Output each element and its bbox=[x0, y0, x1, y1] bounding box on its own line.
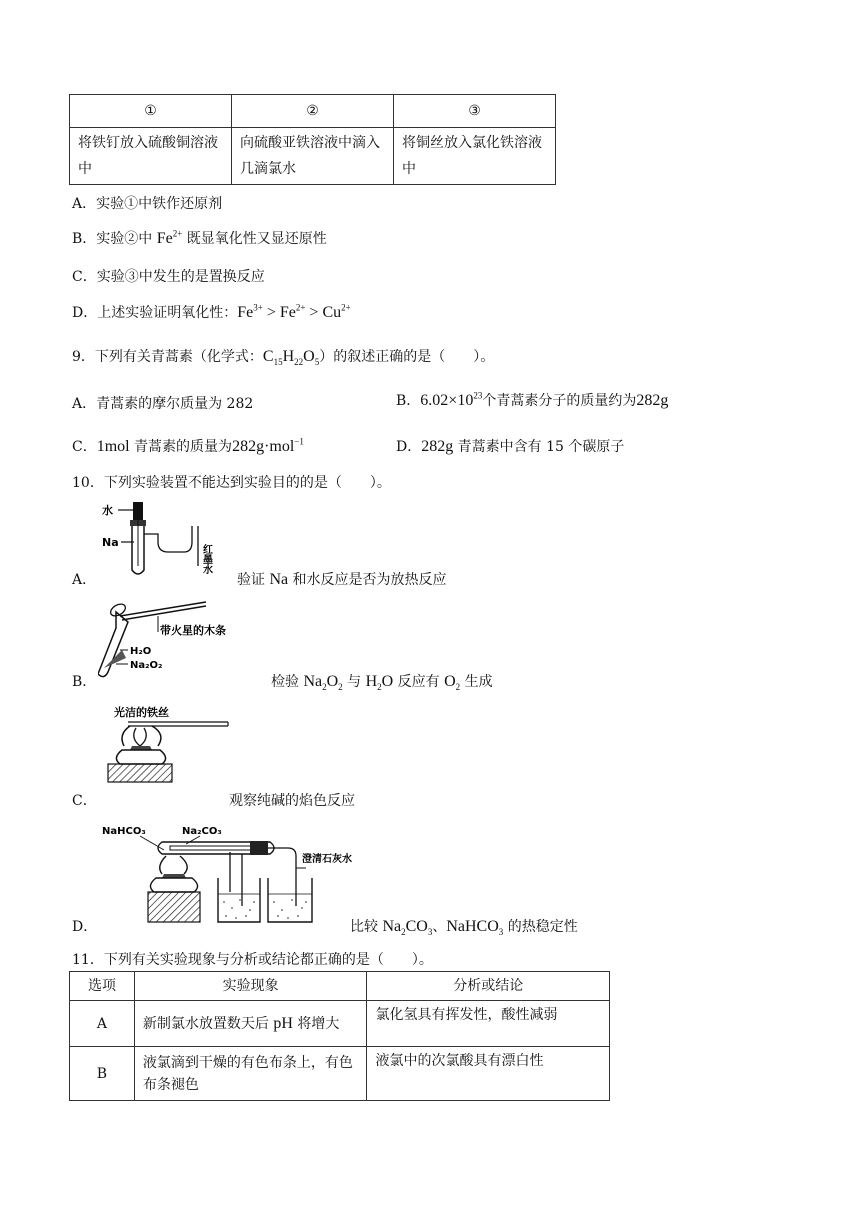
q11-row-a-conclusion: 氯化氢具有挥发性，酸性减弱 bbox=[367, 1001, 610, 1047]
q10-d-text-suffix: 的热稳定性 bbox=[503, 919, 578, 935]
fig-c-wire-label: 光洁的铁丝 bbox=[114, 706, 169, 719]
q9-stem bbox=[72, 346, 494, 366]
apparatus-b-figure bbox=[98, 600, 298, 680]
q9-option-d bbox=[396, 436, 624, 456]
q11-row-b-phenomenon: 液氯滴到干燥的有色布条上，有色布条褪色 bbox=[134, 1047, 367, 1101]
q10-d-label: D． bbox=[72, 919, 98, 935]
q10-stem: 10．下列实验装置不能达到实验目的的是（ ）。 bbox=[72, 475, 391, 491]
q11-row-a-phen-suffix: 将增大 bbox=[292, 1015, 340, 1032]
experiment-2-desc: 向硫酸亚铁溶液中滴入几滴氯水 bbox=[232, 128, 394, 185]
q10-b-label: B． bbox=[72, 674, 97, 690]
nahco3-formula: NaHCO$_3$ bbox=[446, 918, 504, 938]
q8-option-d bbox=[72, 302, 351, 322]
fig-a-water-label: 水 bbox=[102, 504, 113, 517]
q9-c-mol: 1mol bbox=[96, 438, 130, 455]
experiment-table bbox=[69, 94, 556, 185]
q11-header-conclusion: 分析或结论 bbox=[367, 972, 610, 1001]
q11-header-phenomenon: 实验现象 bbox=[134, 972, 367, 1001]
q11-row-a-phen-prefix: 新制氯水放置数天后 bbox=[142, 1015, 274, 1032]
q9-b-text: 个青蒿素分子的质量约为 bbox=[482, 393, 637, 409]
q11-table bbox=[69, 971, 610, 1101]
q11-row-b-conclusion: 液氯中的次氯酸具有漂白性 bbox=[367, 1047, 610, 1101]
q10-option-a bbox=[72, 569, 447, 589]
q11-row-b-option: B bbox=[70, 1047, 135, 1101]
fig-d-nahco3-label: NaHCO₃ bbox=[102, 826, 146, 837]
q10-b-text-prefix: 检验 bbox=[271, 674, 304, 690]
q8-d-prefix: D．上述实验证明氧化性： bbox=[72, 305, 238, 321]
q10-option-c bbox=[72, 790, 355, 810]
q9-c-prefix: C． bbox=[72, 439, 97, 455]
q9-b-mass: 282g bbox=[636, 392, 669, 409]
fig-a-na-label: Na bbox=[102, 536, 119, 549]
fig-d-na2co3-label: Na₂CO₃ bbox=[182, 826, 222, 837]
table-row bbox=[70, 1001, 610, 1047]
experiment-2-header: ② bbox=[232, 95, 394, 128]
q10-option-d bbox=[72, 916, 578, 938]
q11-row-a-ph: pH bbox=[273, 1014, 293, 1032]
experiment-1-desc: 将铁钉放入硫酸铜溶液中 bbox=[70, 128, 232, 185]
q9-c-text: 青蒿素的质量为 bbox=[129, 439, 233, 455]
q9-d-prefix: D． bbox=[396, 439, 422, 455]
fig-b-na2o2-label: Na₂O₂ bbox=[130, 660, 163, 671]
experiment-3-header: ③ bbox=[394, 95, 556, 128]
q9-option-b bbox=[396, 390, 668, 410]
oxidizing-order: $Fe^{3+} > Fe^{2+} > Cu^{2+}$ bbox=[237, 302, 351, 321]
q10-d-text-prefix: 比较 bbox=[350, 919, 383, 935]
apparatus-d-figure bbox=[100, 822, 352, 926]
q10-d-text-mid: 、 bbox=[432, 919, 447, 935]
q10-a-text-prefix: 验证 bbox=[237, 572, 270, 588]
apparatus-a-figure bbox=[100, 498, 240, 580]
q10-a-label: A． bbox=[72, 572, 97, 588]
table-row bbox=[70, 1047, 610, 1101]
q10-c-label: C． bbox=[72, 793, 97, 809]
q10-b-text-mid1: 与 bbox=[342, 674, 366, 690]
fe2-formula: $Fe^{2+}$ bbox=[156, 228, 183, 247]
fig-d-limewater-label: 澄清石灰水 bbox=[302, 854, 352, 865]
q11-row-a-phenomenon bbox=[134, 1001, 367, 1047]
q8-b-suffix: 既显氧化性又显还原性 bbox=[182, 231, 327, 247]
q11-row-a-option: A bbox=[70, 1001, 135, 1047]
na2o2-formula: $Na_2O_2$ bbox=[303, 673, 343, 693]
q9-option-a: A．青蒿素的摩尔质量为 282 bbox=[72, 396, 254, 412]
q8-b-prefix: B．实验②中 bbox=[72, 231, 157, 247]
experiment-3-desc: 将铜丝放入氯化铁溶液中 bbox=[394, 128, 556, 185]
apparatus-c-figure bbox=[100, 702, 235, 784]
avogadro-number: $6.02\times 10^{23}$ bbox=[420, 390, 483, 409]
q9-b-prefix: B． bbox=[396, 393, 421, 409]
fig-a-ink-label: 红墨水 bbox=[200, 544, 212, 574]
q10-a-na: Na bbox=[269, 571, 289, 588]
q8-option-a: A．实验①中铁作还原剂 bbox=[72, 196, 223, 212]
q10-b-text-suffix: 生成 bbox=[460, 674, 493, 690]
o2-formula: $O_2$ bbox=[444, 673, 461, 693]
q10-a-text-suffix: 和水反应是否为放热反应 bbox=[288, 572, 447, 588]
h2o-formula: $H_2O$ bbox=[365, 673, 394, 693]
q9-stem-suffix: ）的叙述正确的是（ ）。 bbox=[319, 349, 495, 365]
q11-stem: 11．下列有关实验现象与分析或结论都正确的是（ ）。 bbox=[72, 952, 433, 968]
na2co3-formula: $Na_2CO_3$ bbox=[382, 918, 433, 938]
q9-option-c bbox=[72, 436, 304, 456]
q9-d-text: 青蒿素中含有 15 个碳原子 bbox=[453, 439, 625, 455]
q9-stem-prefix: 9．下列有关青蒿素（化学式： bbox=[72, 349, 263, 365]
q10-c-text: 观察纯碱的焰色反应 bbox=[229, 793, 355, 809]
artemisinin-formula: $C_{15}H_{22}O_5$ bbox=[262, 348, 320, 368]
fig-b-h2o-label: H₂O bbox=[130, 646, 152, 657]
q9-d-mass: 282g bbox=[421, 438, 454, 455]
q10-b-text-mid2: 反应有 bbox=[393, 674, 445, 690]
q9-c-unit: 282g·mol$^{-1}$ bbox=[232, 436, 304, 455]
q8-option-c: C．实验③中发生的是置换反应 bbox=[72, 269, 265, 285]
q11-header-option: 选项 bbox=[70, 972, 135, 1001]
q8-option-b bbox=[72, 228, 327, 248]
experiment-1-header: ① bbox=[70, 95, 232, 128]
q10-option-b bbox=[72, 671, 493, 693]
fig-b-stick-label: 带火星的木条 bbox=[160, 624, 226, 637]
